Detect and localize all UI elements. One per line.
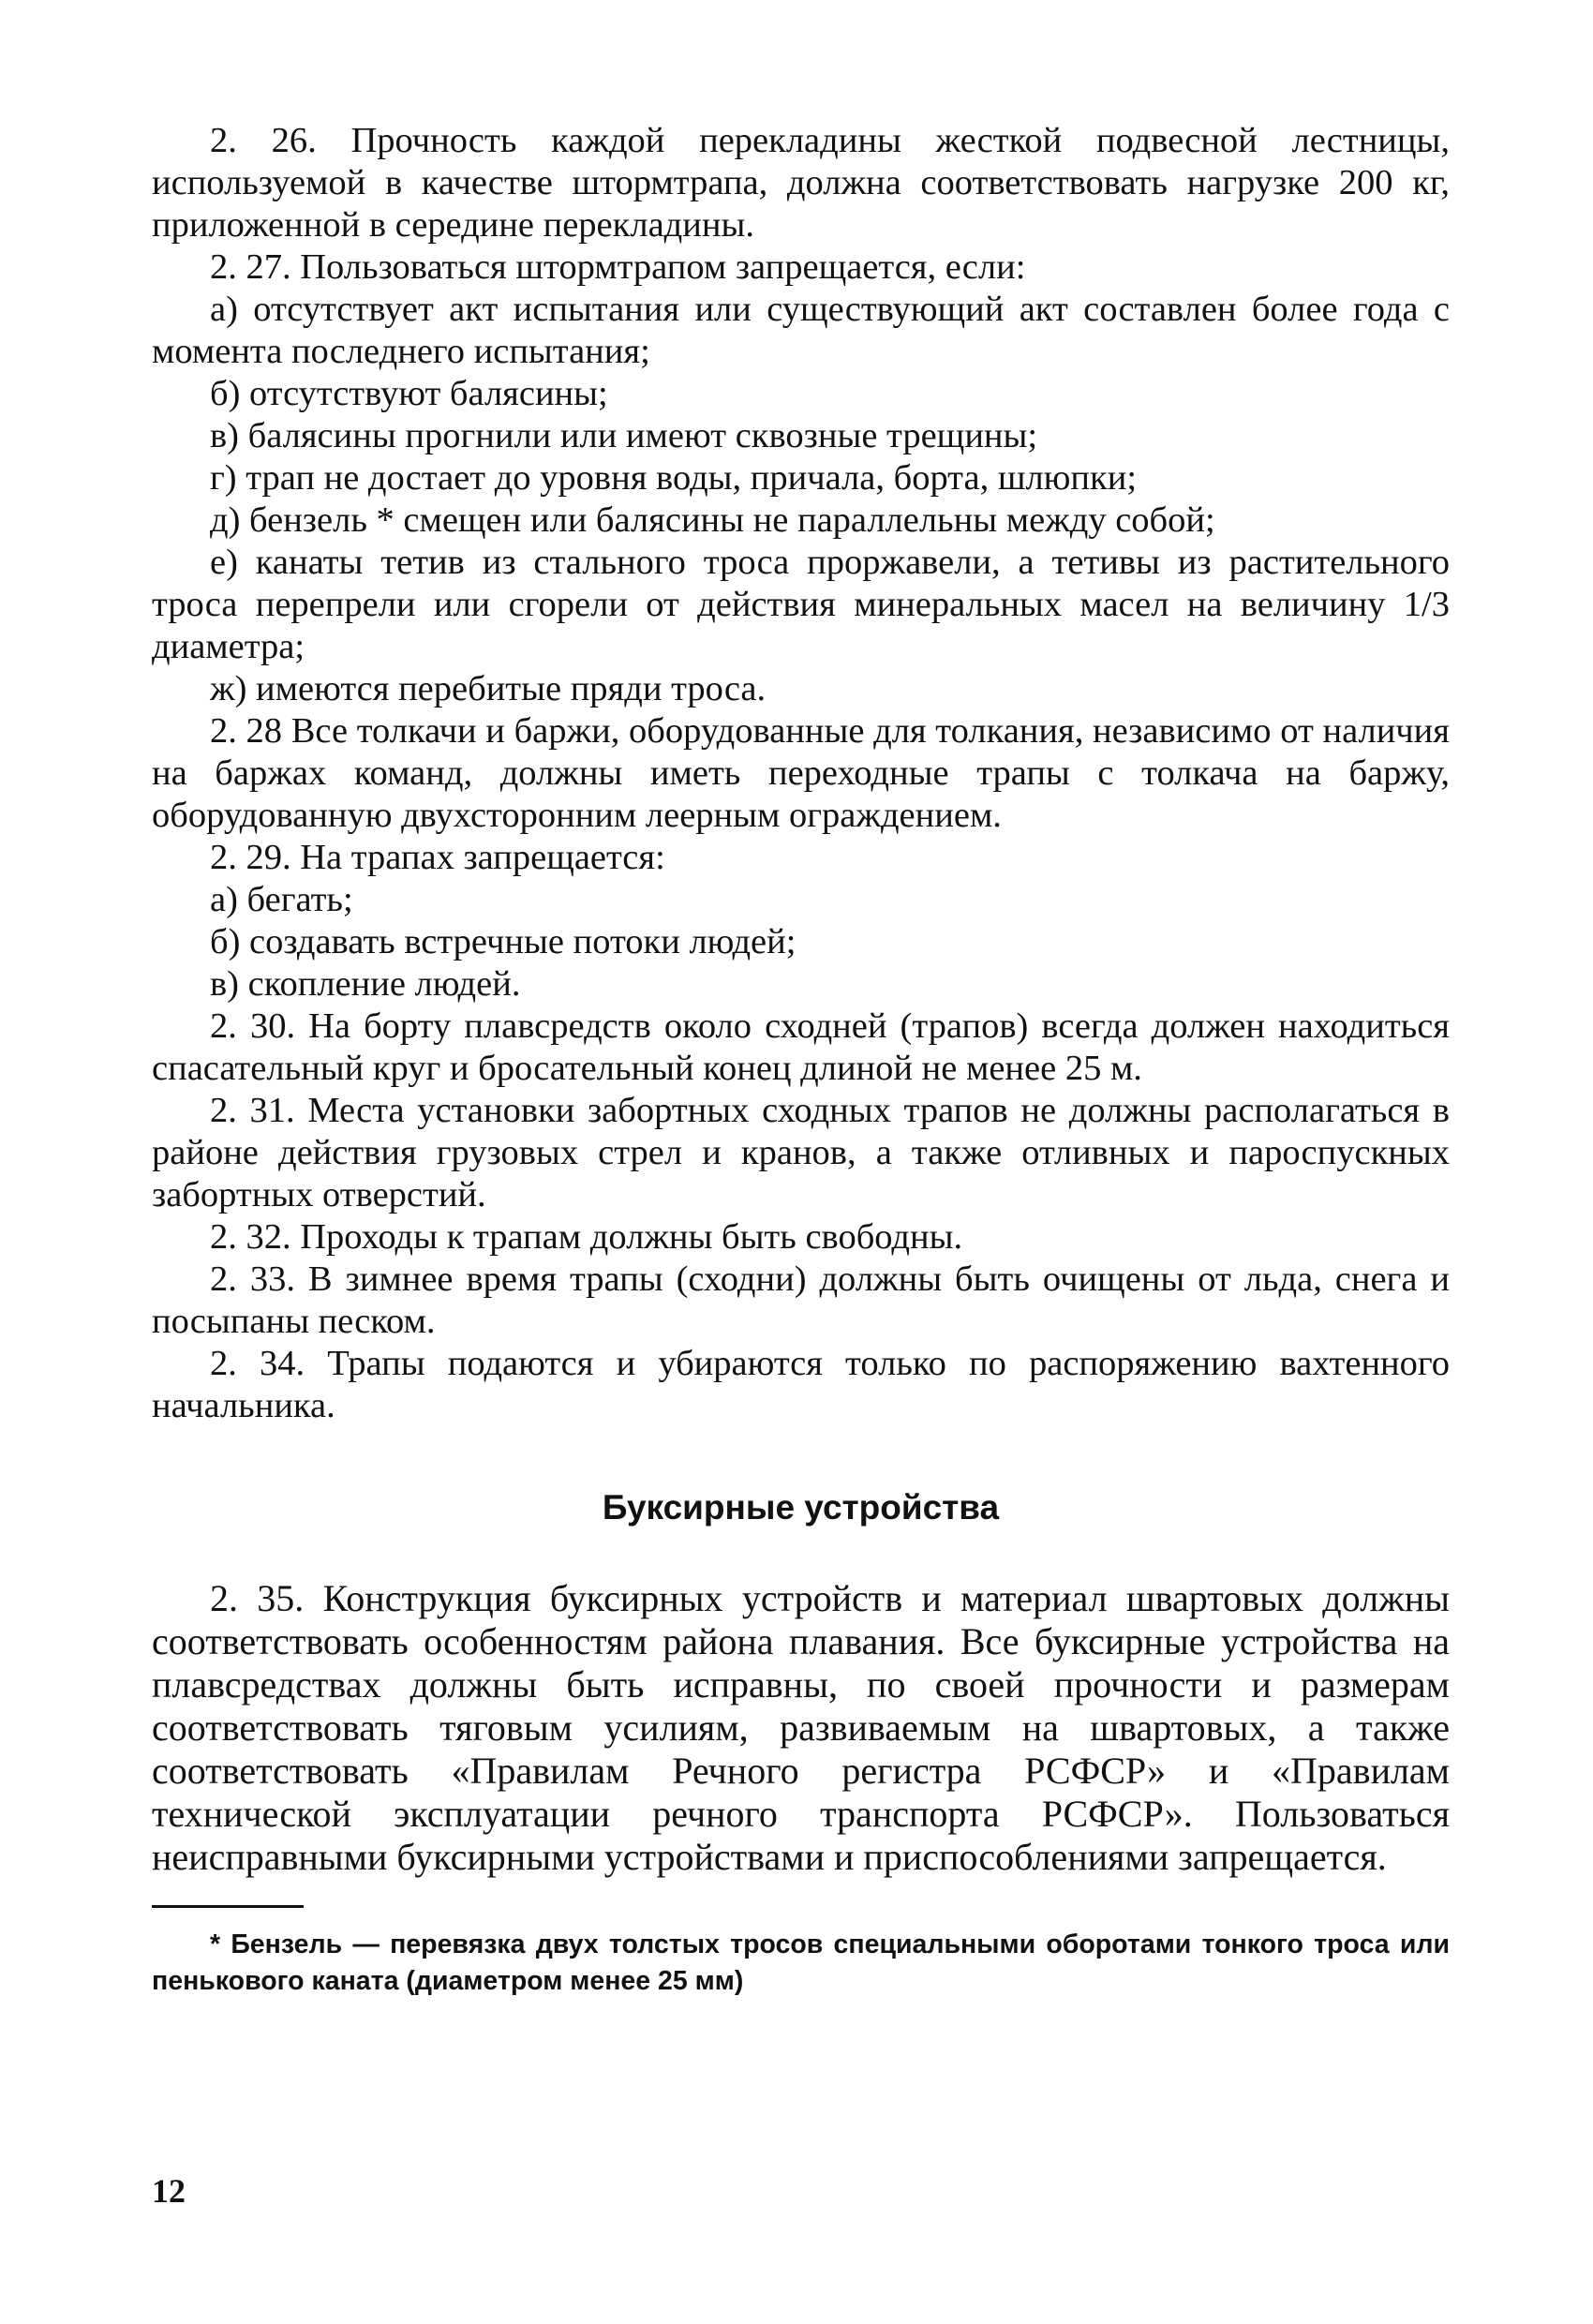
- paragraph-2-29: 2. 29. На трапах запрещается:: [210, 838, 665, 877]
- list-item-e: е) канаты тетив из стального троса проржавели, а тетивы из растительного троса перепрели или сгорели от действия минеральных масел на величину 1/3 диаметра;: [152, 543, 1450, 666]
- paragraph-2-35: 2. 35. Конструкция буксирных устройств и материал швартовых должны соответствовать особенностям района плавания. Все буксирные устройства на плавсредствах должны быть исправны, по своей прочности и размерам соответствовать тяговым усилиям, развиваемым на швартовых, а также соответствовать «Правилам Речного регистра РСФСР» и «Правилам технической эксплуатации речного транспорта РСФСР». Пользоваться неисправными буксирными устройствами и приспособлениями запрещается.: [152, 1577, 1450, 1878]
- footnote: * Бензель — перевязка двух толстых тросов специальными оборотами тонкого троса или пенькового каната (диаметром менее 25 мм): [152, 1929, 1450, 1996]
- section-ladders: [152, 120, 1450, 1427]
- page-body: [152, 120, 1450, 2000]
- section-towing: [152, 1577, 1450, 1879]
- list-item-v: в) балясины прогнили или имеют сквозные трещины;: [210, 416, 1038, 455]
- footnote-divider: [152, 1905, 304, 1908]
- section-heading: Буксирные устройства: [602, 1488, 1000, 1527]
- list-item-g: г) трап не достает до уровня воды, причала, борта, шлюпки;: [210, 458, 1138, 498]
- paragraph-2-30: 2. 30. На борту плавсредств около сходней (трапов) всегда должен находиться спасательный круг и бросательный конец длиной не менее 25 м.: [152, 1006, 1450, 1088]
- page-number: 12: [152, 2172, 186, 2210]
- paragraph-2-27: 2. 27. Пользоваться штормтрапом запрещается, если:: [210, 247, 1026, 287]
- paragraph-2-32: 2. 32. Проходы к трапам должны быть свободны.: [210, 1217, 963, 1257]
- paragraph-2-28: 2. 28 Все толкачи и баржи, оборудованные для толкания, независимо от наличия на баржах команд, должны иметь переходные трапы с толкача на баржу, оборудованную двухсторонним леерным ограждением.: [152, 711, 1450, 835]
- list-item-a: а) бегать;: [210, 880, 353, 919]
- list-item-zh: ж) имеются перебитые пряди троса.: [210, 669, 767, 708]
- paragraph-2-26: 2. 26. Прочность каждой перекладины жесткой подвесной лестницы, используемой в качестве штормтрапа, должна соответствовать нагрузке 200 кг, приложенной в середине перекладины.: [152, 121, 1450, 245]
- paragraph-2-31: 2. 31. Места установки забортных сходных трапов не должны располагаться в районе действия грузовых стрел и кранов, а также отливных и пароспускных забортных отверстий.: [152, 1091, 1450, 1214]
- paragraph-2-33: 2. 33. В зимнее время трапы (сходни) должны быть очищены от льда, снега и посыпаны песком.: [152, 1259, 1450, 1341]
- list-item-v: в) скопление людей.: [210, 964, 521, 1004]
- list-item-d: д) бензель * смещен или балясины не параллельны между собой;: [210, 500, 1215, 540]
- list-item-a: а) отсутствует акт испытания или существующий акт составлен более года с момента последнего испытания;: [152, 290, 1450, 371]
- paragraph-2-34: 2. 34. Трапы подаются и убираются только по распоряжению вахтенного начальника.: [152, 1344, 1450, 1425]
- list-item-b: б) отсутствуют балясины;: [210, 374, 608, 413]
- list-item-b: б) создавать встречные потоки людей;: [210, 922, 796, 961]
